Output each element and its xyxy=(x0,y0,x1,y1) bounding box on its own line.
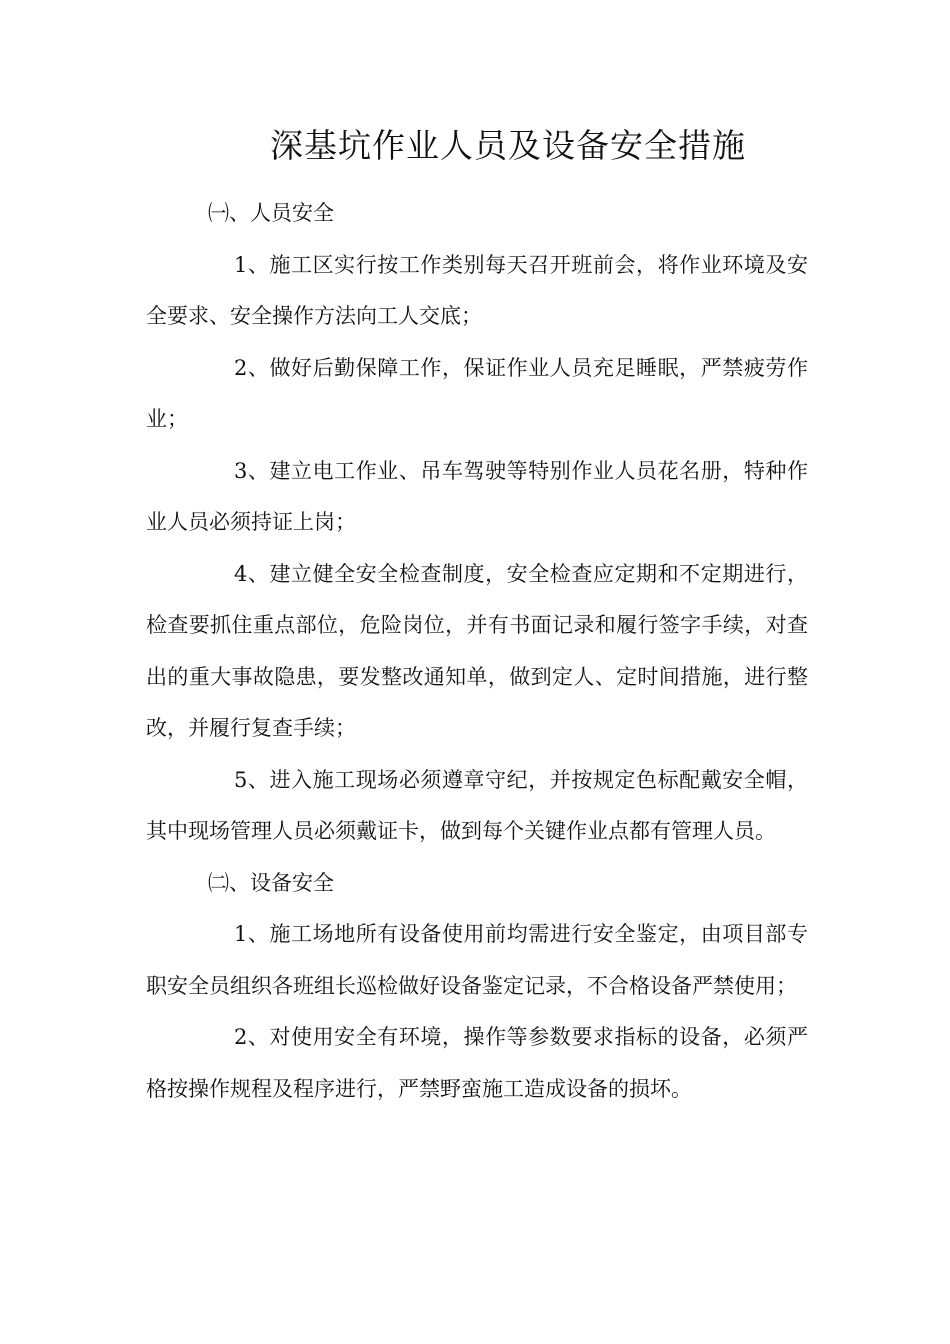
document-title: 深基坑作业人员及设备安全措施 xyxy=(270,126,746,165)
section-equipment-safety xyxy=(146,858,808,1116)
paragraph: 2、对使用安全有环境，操作等参数要求指标的设备，必须严格按操作规程及程序进行，严禁野蛮施工造成设备的损坏。 xyxy=(146,1025,808,1101)
paragraph: 4、建立健全安全检查制度，安全检查应定期和不定期进行，检查要抓住重点部位，危险岗位，并有书面记录和履行签字手续，对查出的重大事故隐患，要发整改通知单，做到定人、定时间措施，进行整改，并履行复查手续； xyxy=(146,561,808,740)
section-heading: ㈡、设备安全 xyxy=(208,870,334,895)
paragraph: 1、施工场地所有设备使用前均需进行安全鉴定，由项目部专职安全员组织各班组长巡检做好设备鉴定记录，不合格设备严禁使用； xyxy=(146,922,808,998)
section-heading: ㈠、人员安全 xyxy=(208,201,334,225)
section-personnel-safety xyxy=(146,188,808,858)
document-body xyxy=(146,188,808,1115)
paragraph: 5、进入施工现场必须遵章守纪，并按规定色标配戴安全帽，其中现场管理人员必须戴证卡，做到每个关键作业点都有管理人员。 xyxy=(146,767,808,843)
paragraph: 1、施工区实行按工作类别每天召开班前会，将作业环境及安全要求、安全操作方法向工人交底； xyxy=(146,252,808,328)
paragraph: 3、建立电工作业、吊车驾驶等特别作业人员花名册，特种作业人员必须持证上岗； xyxy=(146,458,808,534)
paragraph: 2、做好后勤保障工作，保证作业人员充足睡眠，严禁疲劳作业； xyxy=(146,355,808,431)
